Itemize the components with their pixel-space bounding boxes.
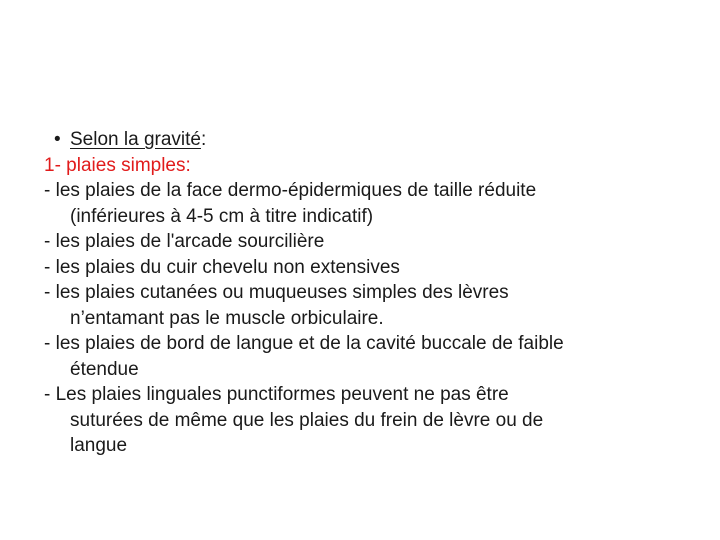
body-line: - les plaies du cuir chevelu non extensives xyxy=(44,256,400,278)
body-line: - les plaies de l'arcade sourcilière xyxy=(44,231,325,252)
body-line: (inférieures à 4-5 cm à titre indicatif) xyxy=(70,205,374,227)
heading-line xyxy=(44,127,684,153)
slide-body xyxy=(44,127,684,459)
body-line: langue xyxy=(70,435,128,456)
body-line: - les plaies de bord de langue et de la cavité buccale de faible xyxy=(44,333,564,354)
body-line: suturées de même que les plaies du frein de lèvre ou de xyxy=(70,409,544,431)
heading-colon: : xyxy=(200,129,207,150)
body-line: étendue xyxy=(70,358,139,380)
bullet-icon: • xyxy=(54,129,61,150)
body-line: n’entamant pas le muscle orbiculaire. xyxy=(70,307,384,329)
body-line: - les plaies cutanées ou muqueuses simples des lèvres xyxy=(44,282,509,303)
heading-text: Selon la gravité xyxy=(70,129,201,150)
body-line: - Les plaies linguales punctiformes peuvent ne pas être xyxy=(44,384,509,405)
subheading: 1- plaies simples: xyxy=(44,154,191,176)
body-line: - les plaies de la face dermo-épidermiques de taille réduite xyxy=(44,180,537,201)
